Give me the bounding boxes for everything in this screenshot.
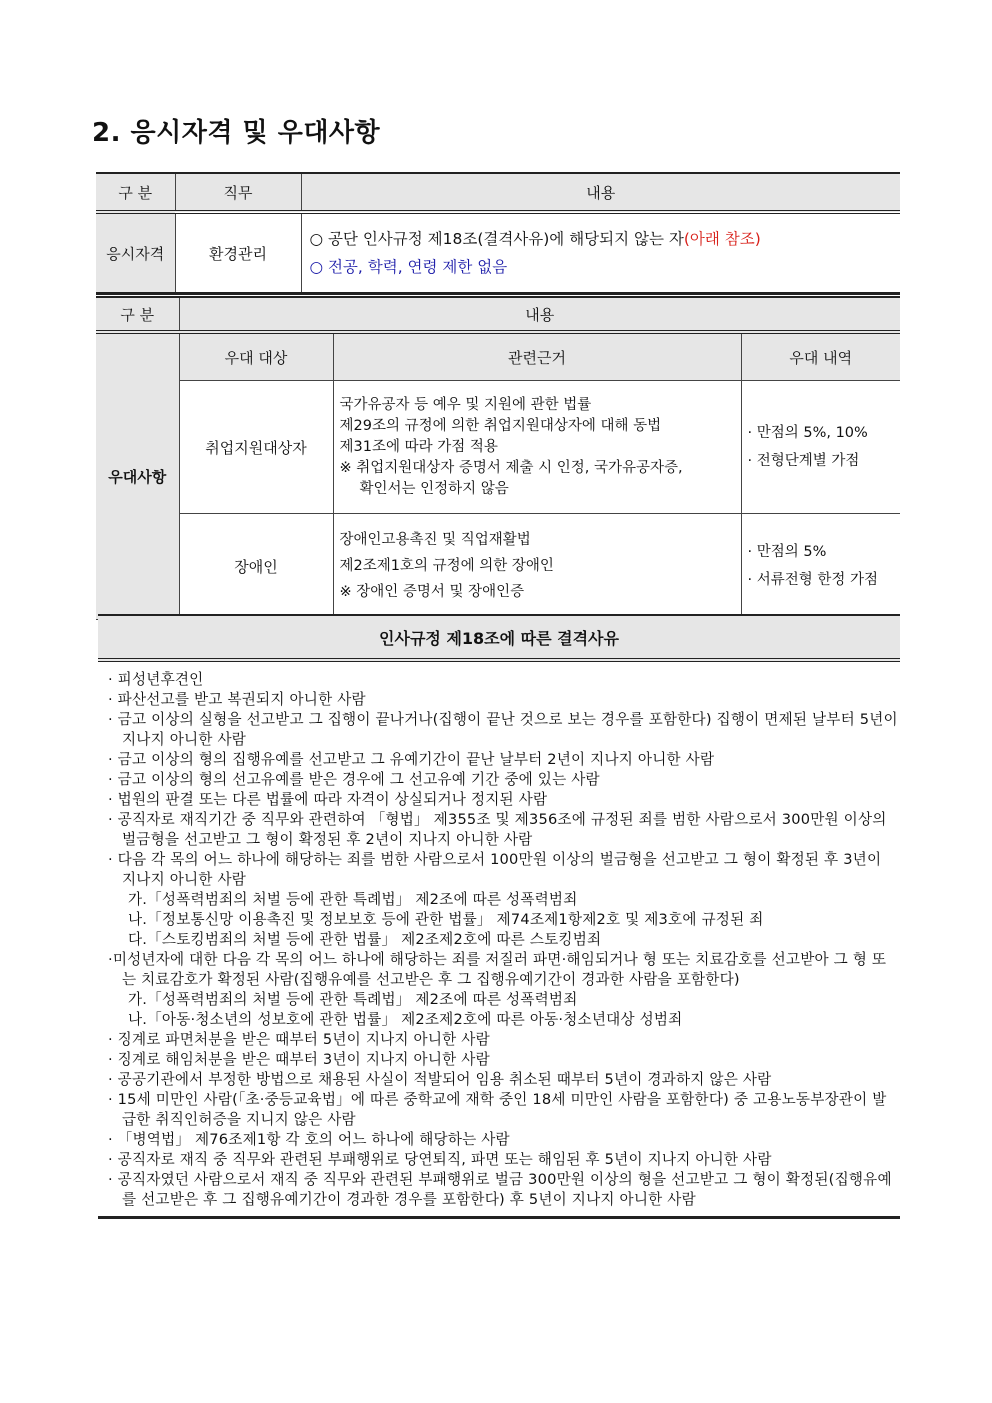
subheader-benefit: 우대 내역 [741, 332, 900, 381]
list-item-text: · 법원의 판결 또는 다른 법률에 따라 자격이 상실되거나 정지된 사람 [108, 791, 548, 808]
table-row [96, 381, 900, 514]
basis-note: ※ 취업지원대상자 증명서 제출 시 인정, 국가유공자증, [339, 459, 683, 476]
list-item-text: ·미성년자에 대한 다음 각 목의 어느 하나에 해당하는 죄를 저질러 파면·해임되거나 형 또는 치료감호를 선고받아 그 형 또는 치료감호가 확정된 사람(집행유예를 선고받은 후 그 집행유예기간이 경과한 사람을 포함한다) [108, 951, 887, 988]
table-row [96, 514, 900, 620]
see-below-note: (아래 참조) [683, 230, 761, 248]
list-item-text: · 15세 미만인 사람(「초·중등교육법」에 따른 중학교에 재학 중인 18세 미만인 사람을 포함한다) 중 고용노동부장관이 발급한 취직인허증을 지니지 않은 사람 [108, 1091, 887, 1128]
list-item [108, 790, 900, 810]
pref-header-content: 내용 [179, 297, 900, 332]
basis-line: 국가유공자 등 예우 및 지원에 관한 법률 [339, 396, 592, 413]
basis-note: 확인서는 인정하지 않음 [359, 480, 509, 497]
list-item-text: · 공직자로 재직 중 직무와 관련된 부패행위로 당연퇴직, 파면 또는 해임된 후 5년이 지나지 아니한 사람 [108, 1151, 772, 1168]
list-item [108, 670, 900, 690]
pref-basis [333, 381, 741, 514]
list-sub-item: 다.「스토킹범죄의 처벌 등에 관한 법률」 제2조제2호에 따른 스토킹범죄 [128, 931, 602, 948]
list-item [108, 1150, 900, 1170]
subheader-target: 우대 대상 [179, 332, 333, 381]
subheader-basis: 관련근거 [333, 332, 741, 381]
header-category: 구 분 [96, 173, 175, 212]
list-item-text: · 금고 이상의 형의 집행유예를 선고받고 그 유예기간이 끝난 날부터 2년이 지나지 아니한 사람 [108, 751, 715, 768]
list-item [108, 1050, 900, 1070]
disqualification-list [98, 662, 900, 1210]
list-item-text: · 공직자였던 사람으로서 재직 중 직무와 관련된 부패행위로 벌금 300만원 이상의 형을 선고받고 그 형이 확정된(집행유예를 선고받은 후 그 집행유예기간이 경과한 경우를 포함한다) 후 5년이 지나지 아니한 사람 [108, 1171, 892, 1208]
list-item-text: · 파산선고를 받고 복권되지 아니한 사람 [108, 691, 366, 708]
pref-target: 취업지원대상자 [179, 381, 333, 514]
list-item [108, 1170, 900, 1210]
list-item [108, 810, 900, 850]
qualification-line-1-text: ○ 공단 인사규정 제18조(결격사유)에 해당되지 않는 자 [309, 230, 684, 248]
section-title: 2. 응시자격 및 우대사항 [92, 118, 381, 148]
qualification-label: 응시자격 [96, 212, 175, 294]
benefit-line: · 서류전형 한정 가점 [747, 572, 878, 588]
basis-line: 제31조에 따라 가점 적용 [339, 438, 498, 455]
benefit-line: · 만점의 5% [747, 544, 827, 560]
pref-basis [333, 514, 741, 620]
preference-label: 우대사항 [96, 332, 179, 619]
qualification-content [301, 212, 900, 294]
list-sub-item: 가.「성폭력범죄의 처벌 등에 관한 특례법」 제2조에 따른 성폭력범죄 [128, 991, 578, 1008]
list-item-text: · 다음 각 목의 어느 하나에 해당하는 죄를 범한 사람으로서 100만원 이상의 벌금형을 선고받고 그 형이 확정된 후 3년이 지나지 아니한 사람 [108, 851, 882, 888]
list-item-text: · 금고 이상의 형의 선고유예를 받은 경우에 그 선고유예 기간 중에 있는 사람 [108, 771, 600, 788]
list-sub-item: 가.「성폭력범죄의 처벌 등에 관한 특례법」 제2조에 따른 성폭력범죄 [128, 891, 578, 908]
list-item [108, 1030, 900, 1050]
pref-target: 장애인 [179, 514, 333, 620]
basis-line: 제2조제1호의 규정에 의한 장애인 [339, 558, 554, 574]
list-item [108, 850, 900, 950]
bottom-rule [98, 1216, 900, 1219]
list-sub-item: 나.「정보통신망 이용촉진 및 정보보호 등에 관한 법률」 제74조제1항제2호 및 제3호에 규정된 죄 [128, 911, 764, 928]
basis-line: 제29조의 규정에 의한 취업지원대상자에 대해 동법 [339, 417, 662, 434]
qualification-line-2: ○ 전공, 학력, 연령 제한 없음 [309, 258, 508, 276]
pref-header-category: 구 분 [96, 297, 179, 332]
list-item [108, 770, 900, 790]
disqualification-box [98, 614, 900, 1219]
list-item-text: · 피성년후견인 [108, 671, 204, 688]
list-item-text: · 금고 이상의 실형을 선고받고 그 집행이 끝나거나(집행이 끝난 것으로 보는 경우를 포함한다) 집행이 면제된 날부터 5년이 지나지 아니한 사람 [108, 711, 898, 748]
header-content: 내용 [301, 173, 900, 212]
list-item-text: · 공공기관에서 부정한 방법으로 채용된 사실이 적발되어 임용 취소된 때부터 5년이 경과하지 않은 사람 [108, 1071, 772, 1088]
benefit-line: · 만점의 5%, 10% [747, 425, 868, 441]
list-item [108, 710, 900, 750]
list-sub-item: 나.「아동·청소년의 성보호에 관한 법률」 제2조제2호에 따른 아동·청소년대상 성범죄 [128, 1011, 683, 1028]
preference-table [96, 296, 900, 620]
disqualification-header: 인사규정 제18조에 따른 결격사유 [98, 614, 900, 662]
list-item [108, 690, 900, 710]
list-item [108, 1090, 900, 1130]
qualification-line-1 [302, 225, 901, 253]
list-item [108, 1070, 900, 1090]
job-name: 환경관리 [175, 212, 301, 294]
list-item-text: · 「병역법」 제76조제1항 각 호의 어느 하나에 해당하는 사람 [108, 1131, 510, 1148]
basis-note: ※ 장애인 증명서 및 장애인증 [339, 584, 525, 600]
list-item-text: · 징계로 해임처분을 받은 때부터 3년이 지나지 아니한 사람 [108, 1051, 490, 1068]
list-item-text: · 징계로 파면처분을 받은 때부터 5년이 지나지 아니한 사람 [108, 1031, 490, 1048]
qualification-table [96, 172, 900, 295]
pref-benefit [741, 514, 900, 620]
list-item [108, 950, 900, 1030]
list-item-text: · 공직자로 재직기간 중 직무와 관련하여 「형법」 제355조 및 제356조에 규정된 죄를 범한 사람으로서 300만원 이상의 벌금형을 선고받고 그 형이 확정된 후 2년이 지나지 아니한 사람 [108, 811, 887, 848]
list-item [108, 750, 900, 770]
header-job: 직무 [175, 173, 301, 212]
list-item [108, 1130, 900, 1150]
pref-benefit [741, 381, 900, 514]
basis-line: 장애인고용촉진 및 직업재활법 [339, 532, 531, 548]
benefit-line: · 전형단계별 가점 [747, 453, 860, 469]
